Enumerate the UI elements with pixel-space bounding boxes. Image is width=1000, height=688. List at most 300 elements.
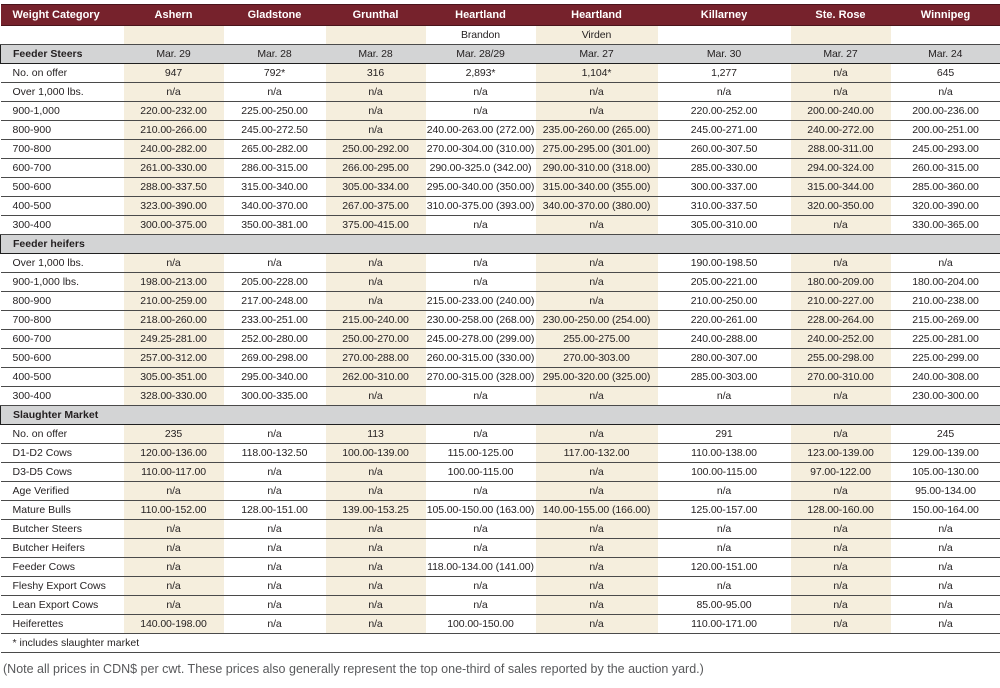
price-cell: 300.00-375.00 xyxy=(124,216,224,235)
price-note: (Note all prices in CDN$ per cwt. These prices also generally represent the top one-third of sales reported by the auction yard.) xyxy=(3,662,704,676)
price-table xyxy=(0,4,1000,653)
price-cell: n/a xyxy=(224,254,326,273)
price-cell: n/a xyxy=(791,539,891,558)
price-cell: 255.00-298.00 xyxy=(791,349,891,368)
price-cell: 123.00-139.00 xyxy=(791,444,891,463)
price-cell: n/a xyxy=(326,615,426,634)
col-header-ste-rose: Ste. Rose xyxy=(791,5,891,26)
price-cell: n/a xyxy=(426,520,536,539)
price-cell: 110.00-138.00 xyxy=(658,444,791,463)
price-cell: 200.00-240.00 xyxy=(791,102,891,121)
price-cell: n/a xyxy=(326,273,426,292)
price-cell: n/a xyxy=(658,83,791,102)
row-label: 600-700 xyxy=(1,330,124,349)
table-row xyxy=(1,311,1000,330)
table-row xyxy=(1,577,1000,596)
price-cell: 210.00-259.00 xyxy=(124,292,224,311)
price-cell: 210.00-250.00 xyxy=(658,292,791,311)
price-cell: 228.00-264.00 xyxy=(791,311,891,330)
price-cell: 270.00-304.00 (310.00) xyxy=(426,140,536,159)
price-cell: 252.00-280.00 xyxy=(224,330,326,349)
row-label: 800-900 xyxy=(1,292,124,311)
price-cell: 220.00-252.00 xyxy=(658,102,791,121)
price-cell: n/a xyxy=(536,596,658,615)
price-cell: 340.00-370.00 (380.00) xyxy=(536,197,658,216)
price-cell: 100.00-115.00 xyxy=(426,463,536,482)
price-cell: 286.00-315.00 xyxy=(224,159,326,178)
price-cell: n/a xyxy=(326,292,426,311)
price-cell: 245.00-272.50 xyxy=(224,121,326,140)
price-cell: 328.00-330.00 xyxy=(124,387,224,406)
price-cell: 100.00-115.00 xyxy=(658,463,791,482)
price-cell: 210.00-238.00 xyxy=(891,292,1000,311)
col-header-ashern: Ashern xyxy=(124,5,224,26)
price-cell: n/a xyxy=(124,482,224,501)
price-cell: n/a xyxy=(658,387,791,406)
price-cell: 217.00-248.00 xyxy=(224,292,326,311)
price-cell: 95.00-134.00 xyxy=(891,482,1000,501)
price-cell: 257.00-312.00 xyxy=(124,349,224,368)
price-cell: n/a xyxy=(426,482,536,501)
price-cell: 225.00-250.00 xyxy=(224,102,326,121)
row-label: 400-500 xyxy=(1,368,124,387)
price-cell: n/a xyxy=(536,482,658,501)
price-cell: 350.00-381.00 xyxy=(224,216,326,235)
section-row-slaughter-market xyxy=(1,406,1000,425)
table-row xyxy=(1,463,1000,482)
price-cell: n/a xyxy=(326,558,426,577)
table-row xyxy=(1,615,1000,634)
price-cell: n/a xyxy=(426,539,536,558)
price-cell: 220.00-232.00 xyxy=(124,102,224,121)
price-cell: n/a xyxy=(791,425,891,444)
price-cell: 316 xyxy=(326,64,426,83)
table-row xyxy=(1,444,1000,463)
table-row xyxy=(1,216,1000,235)
price-cell: 110.00-171.00 xyxy=(658,615,791,634)
price-cell: 105.00-130.00 xyxy=(891,463,1000,482)
price-cell: n/a xyxy=(426,216,536,235)
price-cell: 315.00-344.00 xyxy=(791,178,891,197)
price-cell: 255.00-275.00 xyxy=(536,330,658,349)
section-cell xyxy=(426,406,536,425)
price-cell: n/a xyxy=(326,463,426,482)
sale-date: Mar. 27 xyxy=(791,45,891,64)
price-cell: 240.00-263.00 (272.00) xyxy=(426,121,536,140)
row-label: 500-600 xyxy=(1,178,124,197)
price-cell: 947 xyxy=(124,64,224,83)
price-cell: 139.00-153.25 xyxy=(326,501,426,520)
section-cell xyxy=(224,235,326,254)
price-cell: n/a xyxy=(224,425,326,444)
price-cell: 315.00-340.00 xyxy=(224,178,326,197)
table-row xyxy=(1,501,1000,520)
table-row xyxy=(1,425,1000,444)
location-cell-virden: Virden xyxy=(536,26,658,45)
price-cell: n/a xyxy=(791,615,891,634)
price-cell: n/a xyxy=(891,615,1000,634)
location-row xyxy=(1,26,1000,45)
price-cell: n/a xyxy=(326,387,426,406)
price-cell: 240.00-252.00 xyxy=(791,330,891,349)
price-cell: 240.00-282.00 xyxy=(124,140,224,159)
price-cell: 230.00-250.00 (254.00) xyxy=(536,311,658,330)
price-cell: 270.00-288.00 xyxy=(326,349,426,368)
price-cell: n/a xyxy=(224,482,326,501)
price-cell: 310.00-375.00 (393.00) xyxy=(426,197,536,216)
row-label: Butcher Steers xyxy=(1,520,124,539)
price-cell: 305.00-351.00 xyxy=(124,368,224,387)
price-cell: 105.00-150.00 (163.00) xyxy=(426,501,536,520)
row-label: Age Verified xyxy=(1,482,124,501)
price-cell: n/a xyxy=(791,83,891,102)
price-cell: n/a xyxy=(791,64,891,83)
price-cell: 295.00-340.00 xyxy=(224,368,326,387)
price-cell: n/a xyxy=(326,539,426,558)
price-cell: n/a xyxy=(536,520,658,539)
location-cell xyxy=(326,26,426,45)
price-cell: n/a xyxy=(224,558,326,577)
price-cell: 310.00-337.50 xyxy=(658,197,791,216)
table-row xyxy=(1,330,1000,349)
price-cell: 315.00-340.00 (355.00) xyxy=(536,178,658,197)
price-cell: 288.00-311.00 xyxy=(791,140,891,159)
price-cell: 215.00-233.00 (240.00) xyxy=(426,292,536,311)
price-cell: n/a xyxy=(791,482,891,501)
price-cell: 117.00-132.00 xyxy=(536,444,658,463)
section-row-feeder-steers xyxy=(1,45,1000,64)
price-cell: 340.00-370.00 xyxy=(224,197,326,216)
row-label: Fleshy Export Cows xyxy=(1,577,124,596)
price-cell: 97.00-122.00 xyxy=(791,463,891,482)
price-cell: 645 xyxy=(891,64,1000,83)
price-cell: 260.00-307.50 xyxy=(658,140,791,159)
price-cell: 150.00-164.00 xyxy=(891,501,1000,520)
price-cell: 260.00-315.00 (330.00) xyxy=(426,349,536,368)
table-row xyxy=(1,273,1000,292)
col-header-heartland: Heartland xyxy=(536,5,658,26)
price-cell: 260.00-315.00 xyxy=(891,159,1000,178)
price-cell: 792* xyxy=(224,64,326,83)
table-row xyxy=(1,520,1000,539)
price-cell: n/a xyxy=(224,615,326,634)
sale-date: Mar. 28 xyxy=(224,45,326,64)
section-cell xyxy=(536,406,658,425)
price-cell: n/a xyxy=(326,121,426,140)
row-label: 300-400 xyxy=(1,387,124,406)
price-cell: 250.00-292.00 xyxy=(326,140,426,159)
section-cell xyxy=(891,406,1000,425)
price-cell: n/a xyxy=(791,596,891,615)
price-cell: n/a xyxy=(658,482,791,501)
price-cell: n/a xyxy=(791,558,891,577)
price-cell: n/a xyxy=(326,102,426,121)
price-cell: n/a xyxy=(536,216,658,235)
price-cell: 240.00-288.00 xyxy=(658,330,791,349)
price-cell: 129.00-139.00 xyxy=(891,444,1000,463)
header-row xyxy=(1,5,1000,26)
sale-date: Mar. 29 xyxy=(124,45,224,64)
section-title: Feeder heifers xyxy=(1,235,124,254)
price-cell: 2,893* xyxy=(426,64,536,83)
section-cell xyxy=(124,406,224,425)
col-header-gladstone: Gladstone xyxy=(224,5,326,26)
price-cell: 294.00-324.00 xyxy=(791,159,891,178)
price-cell: 290.00-310.00 (318.00) xyxy=(536,159,658,178)
price-cell: n/a xyxy=(791,387,891,406)
price-cell: 210.00-266.00 xyxy=(124,121,224,140)
price-cell: 128.00-160.00 xyxy=(791,501,891,520)
footnote-row xyxy=(1,634,1000,653)
price-cell: 1,277 xyxy=(658,64,791,83)
price-cell: 120.00-136.00 xyxy=(124,444,224,463)
section-cell xyxy=(124,235,224,254)
price-cell: 218.00-260.00 xyxy=(124,311,224,330)
row-label: 400-500 xyxy=(1,197,124,216)
price-cell: 280.00-307.00 xyxy=(658,349,791,368)
price-cell: n/a xyxy=(891,558,1000,577)
location-cell xyxy=(791,26,891,45)
row-label: 800-900 xyxy=(1,121,124,140)
price-cell: 270.00-303.00 xyxy=(536,349,658,368)
price-cell: 270.00-310.00 xyxy=(791,368,891,387)
price-cell: 320.00-350.00 xyxy=(791,197,891,216)
price-cell: 235.00-260.00 (265.00) xyxy=(536,121,658,140)
location-cell-blank xyxy=(1,26,124,45)
price-cell: 245.00-293.00 xyxy=(891,140,1000,159)
price-cell: n/a xyxy=(124,254,224,273)
price-cell: n/a xyxy=(891,539,1000,558)
price-cell: n/a xyxy=(536,425,658,444)
table-body xyxy=(1,26,1000,653)
price-cell: n/a xyxy=(791,577,891,596)
price-cell: n/a xyxy=(124,520,224,539)
price-cell: n/a xyxy=(536,463,658,482)
price-cell: 200.00-236.00 xyxy=(891,102,1000,121)
table-row xyxy=(1,387,1000,406)
price-cell: n/a xyxy=(891,577,1000,596)
footnote-text: * includes slaughter market xyxy=(1,634,1000,653)
price-cell: 270.00-315.00 (328.00) xyxy=(426,368,536,387)
price-cell: 288.00-337.50 xyxy=(124,178,224,197)
sale-date: Mar. 24 xyxy=(891,45,1000,64)
price-cell: 235 xyxy=(124,425,224,444)
price-cell: 220.00-261.00 xyxy=(658,311,791,330)
price-cell: n/a xyxy=(891,520,1000,539)
section-cell xyxy=(658,406,791,425)
section-cell xyxy=(791,235,891,254)
section-row-feeder-heifers xyxy=(1,235,1000,254)
price-cell: n/a xyxy=(536,254,658,273)
price-cell: 200.00-251.00 xyxy=(891,121,1000,140)
price-cell: n/a xyxy=(124,558,224,577)
price-cell: 285.00-360.00 xyxy=(891,178,1000,197)
price-cell: n/a xyxy=(326,83,426,102)
table-row xyxy=(1,102,1000,121)
price-cell: 118.00-134.00 (141.00) xyxy=(426,558,536,577)
price-cell: 245 xyxy=(891,425,1000,444)
price-cell: 375.00-415.00 xyxy=(326,216,426,235)
section-cell xyxy=(224,406,326,425)
price-cell: 215.00-240.00 xyxy=(326,311,426,330)
row-label: 900-1,000 lbs. xyxy=(1,273,124,292)
table-row xyxy=(1,596,1000,615)
price-cell: n/a xyxy=(536,558,658,577)
section-title: Slaughter Market xyxy=(1,406,124,425)
price-cell: n/a xyxy=(224,83,326,102)
price-cell: n/a xyxy=(791,254,891,273)
sale-date: Mar. 27 xyxy=(536,45,658,64)
row-label: No. on offer xyxy=(1,64,124,83)
col-header-grunthal: Grunthal xyxy=(326,5,426,26)
price-cell: 250.00-270.00 xyxy=(326,330,426,349)
price-cell: 323.00-390.00 xyxy=(124,197,224,216)
price-cell: 118.00-132.50 xyxy=(224,444,326,463)
row-label: 600-700 xyxy=(1,159,124,178)
price-cell: n/a xyxy=(426,425,536,444)
price-cell: 262.00-310.00 xyxy=(326,368,426,387)
price-cell: 140.00-198.00 xyxy=(124,615,224,634)
price-cell: 305.00-310.00 xyxy=(658,216,791,235)
price-cell: 275.00-295.00 (301.00) xyxy=(536,140,658,159)
location-cell-brandon: Brandon xyxy=(426,26,536,45)
row-label: D1-D2 Cows xyxy=(1,444,124,463)
price-cell: 266.00-295.00 xyxy=(326,159,426,178)
price-cell: 295.00-340.00 (350.00) xyxy=(426,178,536,197)
price-cell: n/a xyxy=(124,596,224,615)
price-cell: n/a xyxy=(124,83,224,102)
table-row xyxy=(1,482,1000,501)
row-label: Lean Export Cows xyxy=(1,596,124,615)
price-cell: 190.00-198.50 xyxy=(658,254,791,273)
sale-date: Mar. 28/29 xyxy=(426,45,536,64)
price-cell: n/a xyxy=(536,615,658,634)
price-cell: n/a xyxy=(224,596,326,615)
price-cell: 269.00-298.00 xyxy=(224,349,326,368)
section-cell xyxy=(326,235,426,254)
price-cell: n/a xyxy=(326,254,426,273)
price-cell: 265.00-282.00 xyxy=(224,140,326,159)
price-cell: 110.00-117.00 xyxy=(124,463,224,482)
table-row xyxy=(1,349,1000,368)
location-cell xyxy=(891,26,1000,45)
table-row xyxy=(1,83,1000,102)
row-label: 700-800 xyxy=(1,311,124,330)
price-cell: 245.00-271.00 xyxy=(658,121,791,140)
section-cell xyxy=(326,406,426,425)
price-cell: 1,104* xyxy=(536,64,658,83)
price-cell: 330.00-365.00 xyxy=(891,216,1000,235)
price-cell: n/a xyxy=(426,254,536,273)
sale-date: Mar. 30 xyxy=(658,45,791,64)
price-cell: 180.00-204.00 xyxy=(891,273,1000,292)
price-cell: 120.00-151.00 xyxy=(658,558,791,577)
price-cell: n/a xyxy=(536,292,658,311)
price-cell: 291 xyxy=(658,425,791,444)
price-cell: n/a xyxy=(224,539,326,558)
price-cell: 210.00-227.00 xyxy=(791,292,891,311)
row-label: 900-1,000 xyxy=(1,102,124,121)
section-cell xyxy=(658,235,791,254)
table-row xyxy=(1,292,1000,311)
col-header-winnipeg: Winnipeg xyxy=(891,5,1000,26)
table-row xyxy=(1,159,1000,178)
price-cell: n/a xyxy=(426,102,536,121)
section-cell xyxy=(426,235,536,254)
row-label: No. on offer xyxy=(1,425,124,444)
price-cell: 100.00-150.00 xyxy=(426,615,536,634)
table-row xyxy=(1,254,1000,273)
row-label: Feeder Cows xyxy=(1,558,124,577)
price-cell: 128.00-151.00 xyxy=(224,501,326,520)
price-cell: 115.00-125.00 xyxy=(426,444,536,463)
price-cell: 205.00-228.00 xyxy=(224,273,326,292)
price-cell: 225.00-281.00 xyxy=(891,330,1000,349)
row-label: Mature Bulls xyxy=(1,501,124,520)
section-title: Feeder Steers xyxy=(1,45,124,64)
section-cell xyxy=(791,406,891,425)
price-cell: 285.00-330.00 xyxy=(658,159,791,178)
price-cell: n/a xyxy=(658,577,791,596)
price-cell: n/a xyxy=(426,577,536,596)
price-cell: 230.00-300.00 xyxy=(891,387,1000,406)
price-cell: n/a xyxy=(791,520,891,539)
section-cell xyxy=(536,235,658,254)
table-row xyxy=(1,140,1000,159)
price-cell: 215.00-269.00 xyxy=(891,311,1000,330)
price-cell: 245.00-278.00 (299.00) xyxy=(426,330,536,349)
location-cell xyxy=(224,26,326,45)
price-cell: 320.00-390.00 xyxy=(891,197,1000,216)
price-cell: n/a xyxy=(536,387,658,406)
col-header-weight-category: Weight Category xyxy=(1,5,124,26)
price-cell: n/a xyxy=(326,577,426,596)
price-cell: 85.00-95.00 xyxy=(658,596,791,615)
price-cell: 300.00-335.00 xyxy=(224,387,326,406)
price-cell: n/a xyxy=(891,83,1000,102)
price-cell: n/a xyxy=(658,539,791,558)
price-cell: 230.00-258.00 (268.00) xyxy=(426,311,536,330)
table-row xyxy=(1,64,1000,83)
price-cell: 240.00-308.00 xyxy=(891,368,1000,387)
price-cell: 113 xyxy=(326,425,426,444)
price-cell: n/a xyxy=(124,539,224,558)
price-cell: 305.00-334.00 xyxy=(326,178,426,197)
price-cell: n/a xyxy=(791,216,891,235)
price-cell: 140.00-155.00 (166.00) xyxy=(536,501,658,520)
price-cell: n/a xyxy=(536,273,658,292)
price-cell: n/a xyxy=(891,596,1000,615)
price-cell: n/a xyxy=(426,596,536,615)
sale-date: Mar. 28 xyxy=(326,45,426,64)
price-cell: 180.00-209.00 xyxy=(791,273,891,292)
price-cell: n/a xyxy=(326,596,426,615)
price-cell: n/a xyxy=(426,83,536,102)
table-row xyxy=(1,368,1000,387)
location-cell xyxy=(124,26,224,45)
price-cell: 198.00-213.00 xyxy=(124,273,224,292)
price-cell: n/a xyxy=(224,520,326,539)
price-cell: n/a xyxy=(658,520,791,539)
table-row xyxy=(1,197,1000,216)
price-cell: n/a xyxy=(536,102,658,121)
price-cell: n/a xyxy=(124,577,224,596)
price-cell: n/a xyxy=(224,577,326,596)
price-cell: 267.00-375.00 xyxy=(326,197,426,216)
price-cell: n/a xyxy=(326,482,426,501)
row-label: 500-600 xyxy=(1,349,124,368)
price-cell: 295.00-320.00 (325.00) xyxy=(536,368,658,387)
